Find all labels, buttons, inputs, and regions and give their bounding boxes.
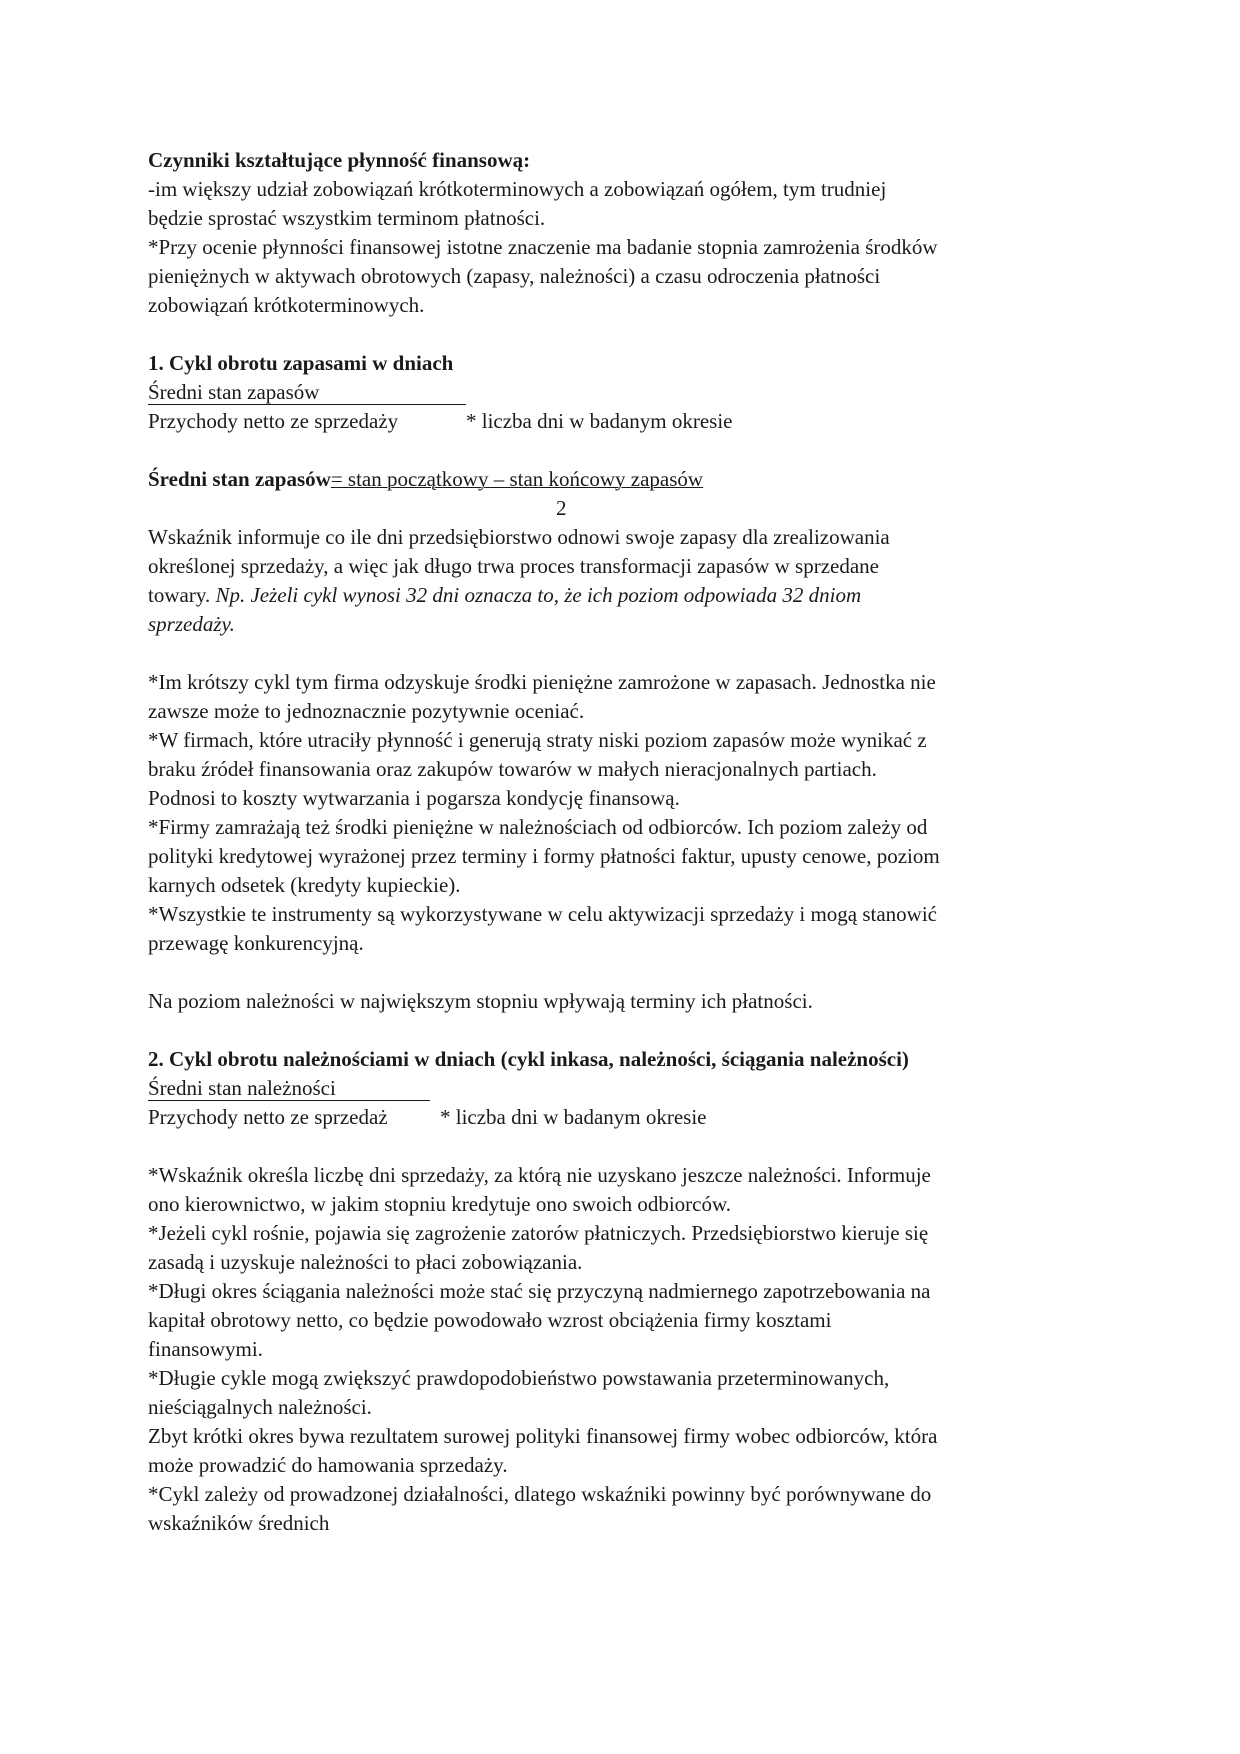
section2-note-line: może prowadzić do hamowania sprzedaży. bbox=[148, 1453, 508, 1477]
section1-summary: Na poziom należności w największym stopniu wpływają terminy ich płatności. bbox=[148, 989, 813, 1013]
section2-note-line: ono kierownictwo, w jakim stopniu kredytuje ono swoich odbiorców. bbox=[148, 1192, 732, 1216]
section2-multiplier: * liczba dni w badanym okresie bbox=[440, 1105, 707, 1129]
section2-heading: 2. Cykl obrotu należnościami w dniach (cykl inkasa, należności, ściągania należności) bbox=[148, 1047, 909, 1071]
section1-multiplier: * liczba dni w badanym okresie bbox=[466, 409, 733, 433]
section1-note-line: *Firmy zamrażają też środki pieniężne w należnościach od odbiorców. Ich poziom zależy od bbox=[148, 815, 928, 839]
section2-note-line: *Długie cykle mogą zwiększyć prawdopodobieństwo powstawania przeterminowanych, bbox=[148, 1366, 890, 1390]
section1-note-line: polityki kredytowej wyrażonej przez terminy i formy płatności faktur, upusty cenowe, poziom bbox=[148, 844, 940, 868]
section1-example: Np. Jeżeli cykl wynosi 32 dni oznacza to, że ich poziom odpowiada 32 dniom bbox=[215, 583, 862, 607]
section1-formula-denominator-row bbox=[148, 407, 1108, 436]
section2-numerator: Średni stan należności bbox=[148, 1076, 430, 1101]
section2-formula-numerator-row bbox=[148, 1074, 1108, 1103]
section2-note-line: *Jeżeli cykl rośnie, pojawia się zagrożenie zatorów płatniczych. Przedsiębiorstwo kieruje się bbox=[148, 1221, 929, 1245]
section1-note-line: *Im krótszy cykl tym firma odzyskuje środki pieniężne zamrożone w zapasach. Jednostka nie bbox=[148, 670, 936, 694]
intro-line: będzie sprostać wszystkim terminom płatności. bbox=[148, 206, 546, 230]
section1-average-formula bbox=[148, 465, 1108, 494]
section1-note-line: zawsze może to jednoznacznie pozytywnie oceniać. bbox=[148, 699, 585, 723]
section1-average-divisor-row bbox=[148, 494, 1108, 523]
section1-average-label: Średni stan zapasów bbox=[148, 467, 331, 491]
section1-average-equation: = stan początkowy – stan końcowy zapasów bbox=[330, 467, 704, 491]
section1-heading: 1. Cykl obrotu zapasami w dniach bbox=[148, 351, 454, 375]
intro-line: -im większy udział zobowiązań krótkoterminowych a zobowiązań ogółem, tym trudniej bbox=[148, 177, 887, 201]
section1-desc-line: Wskaźnik informuje co ile dni przedsiębiorstwo odnowi swoje zapasy dla zrealizowania bbox=[148, 525, 890, 549]
section1-formula-numerator-row bbox=[148, 378, 1108, 407]
section1-note-line: *Wszystkie te instrumenty są wykorzystywane w celu aktywizacji sprzedaży i mogą stanowić bbox=[148, 902, 938, 926]
intro-line: *Przy ocenie płynności finansowej istotne znaczenie ma badanie stopnia zamrożenia środków bbox=[148, 235, 938, 259]
section2-note-line: *Wskaźnik określa liczbę dni sprzedaży, za którą nie uzyskano jeszcze należności. Informuje bbox=[148, 1163, 931, 1187]
section1-denominator: Przychody netto ze sprzedaży bbox=[148, 409, 399, 433]
section1-desc-line: określonej sprzedaży, a więc jak długo trwa proces transformacji zapasów w sprzedane bbox=[148, 554, 880, 578]
intro-line: pieniężnych w aktywach obrotowych (zapasy, należności) a czasu odroczenia płatności bbox=[148, 264, 881, 288]
section2-formula-denominator-row bbox=[148, 1103, 1108, 1132]
intro-heading: Czynniki kształtujące płynność finansową: bbox=[148, 148, 531, 172]
intro-line: zobowiązań krótkoterminowych. bbox=[148, 293, 425, 317]
section1-example-end: sprzedaży. bbox=[148, 612, 235, 636]
section1-desc-tail: towary. bbox=[148, 583, 216, 607]
section2-denominator: Przychody netto ze sprzedaż bbox=[148, 1105, 388, 1129]
section2-note-line: wskaźników średnich bbox=[148, 1511, 330, 1535]
section1-numerator: Średni stan zapasów bbox=[148, 380, 466, 405]
section2-note-line: finansowymi. bbox=[148, 1337, 263, 1361]
section1-note-line: *W firmach, które utraciły płynność i generują straty niski poziom zapasów może wynikać z bbox=[148, 728, 927, 752]
section2-note-line: *Długi okres ściągania należności może stać się przyczyną nadmiernego zapotrzebowania na bbox=[148, 1279, 931, 1303]
section1-note-line: braku źródeł finansowania oraz zakupów towarów w małych nieracjonalnych partiach. bbox=[148, 757, 877, 781]
section1-note-line: Podnosi to koszty wytwarzania i pogarsza kondycję finansową. bbox=[148, 786, 680, 810]
document-page bbox=[148, 146, 1108, 1538]
section2-note-line: Zbyt krótki okres bywa rezultatem surowej polityki finansowej firmy wobec odbiorców, która bbox=[148, 1424, 938, 1448]
section1-desc-line bbox=[148, 581, 1108, 610]
section1-note-line: przewagę konkurencyjną. bbox=[148, 931, 364, 955]
section2-note-line: zasadą i uzyskuje należności to płaci zobowiązania. bbox=[148, 1250, 583, 1274]
section1-note-line: karnych odsetek (kredyty kupieckie). bbox=[148, 873, 461, 897]
section2-note-line: kapitał obrotowy netto, co będzie powodowało wzrost obciążenia firmy kosztami bbox=[148, 1308, 832, 1332]
section2-note-line: *Cykl zależy od prowadzonej działalności, dlatego wskaźniki powinny być porównywane do bbox=[148, 1482, 932, 1506]
section1-average-divisor: 2 bbox=[556, 496, 567, 520]
section2-note-line: nieściągalnych należności. bbox=[148, 1395, 372, 1419]
